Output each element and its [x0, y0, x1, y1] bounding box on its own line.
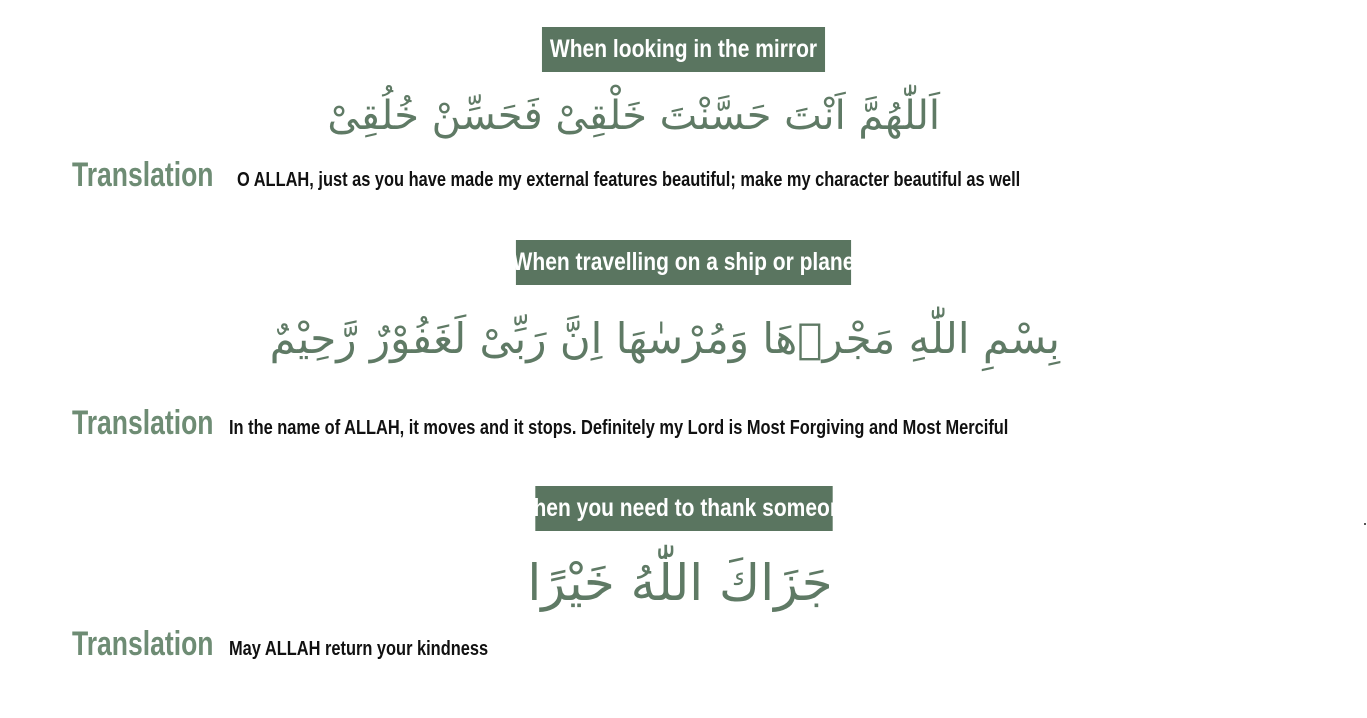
translation-label-thank: Translation [72, 625, 214, 663]
section-heading-mirror: When looking in the mirror [542, 27, 825, 72]
translation-label-travel: Translation [72, 404, 214, 442]
edge-mark [1364, 523, 1366, 525]
arabic-dua-mirror: اَللّٰهُمَّ اَنْتَ حَسَّنْتَ خَلْقِیْ فَحَسِّنْ خُلُقِیْ [327, 93, 940, 139]
section-heading-thank: When you need to thank someone [535, 486, 832, 531]
translation-text-thank: May ALLAH return your kindness [229, 638, 489, 660]
translation-label-mirror: Translation [72, 156, 214, 194]
translation-text-mirror: O ALLAH, just as you have made my external features beautiful; make my character beautiful as well [237, 169, 1021, 191]
arabic-dua-travel: بِسْمِ اللّٰهِ مَجْرٖهَا وَمُرْسٰهَا اِنَّ رَبِّیْ لَغَفُوْرٌ رَّحِیْمٌ [269, 314, 1060, 363]
translation-text-travel: In the name of ALLAH, it moves and it stops. Definitely my Lord is Most Forgiving and Most Merciful [229, 417, 1009, 439]
section-heading-travel: When travelling on a ship or plane [516, 240, 851, 285]
arabic-dua-thank: جَزَاكَ اللّٰهُ خَيْرًا [527, 554, 833, 612]
